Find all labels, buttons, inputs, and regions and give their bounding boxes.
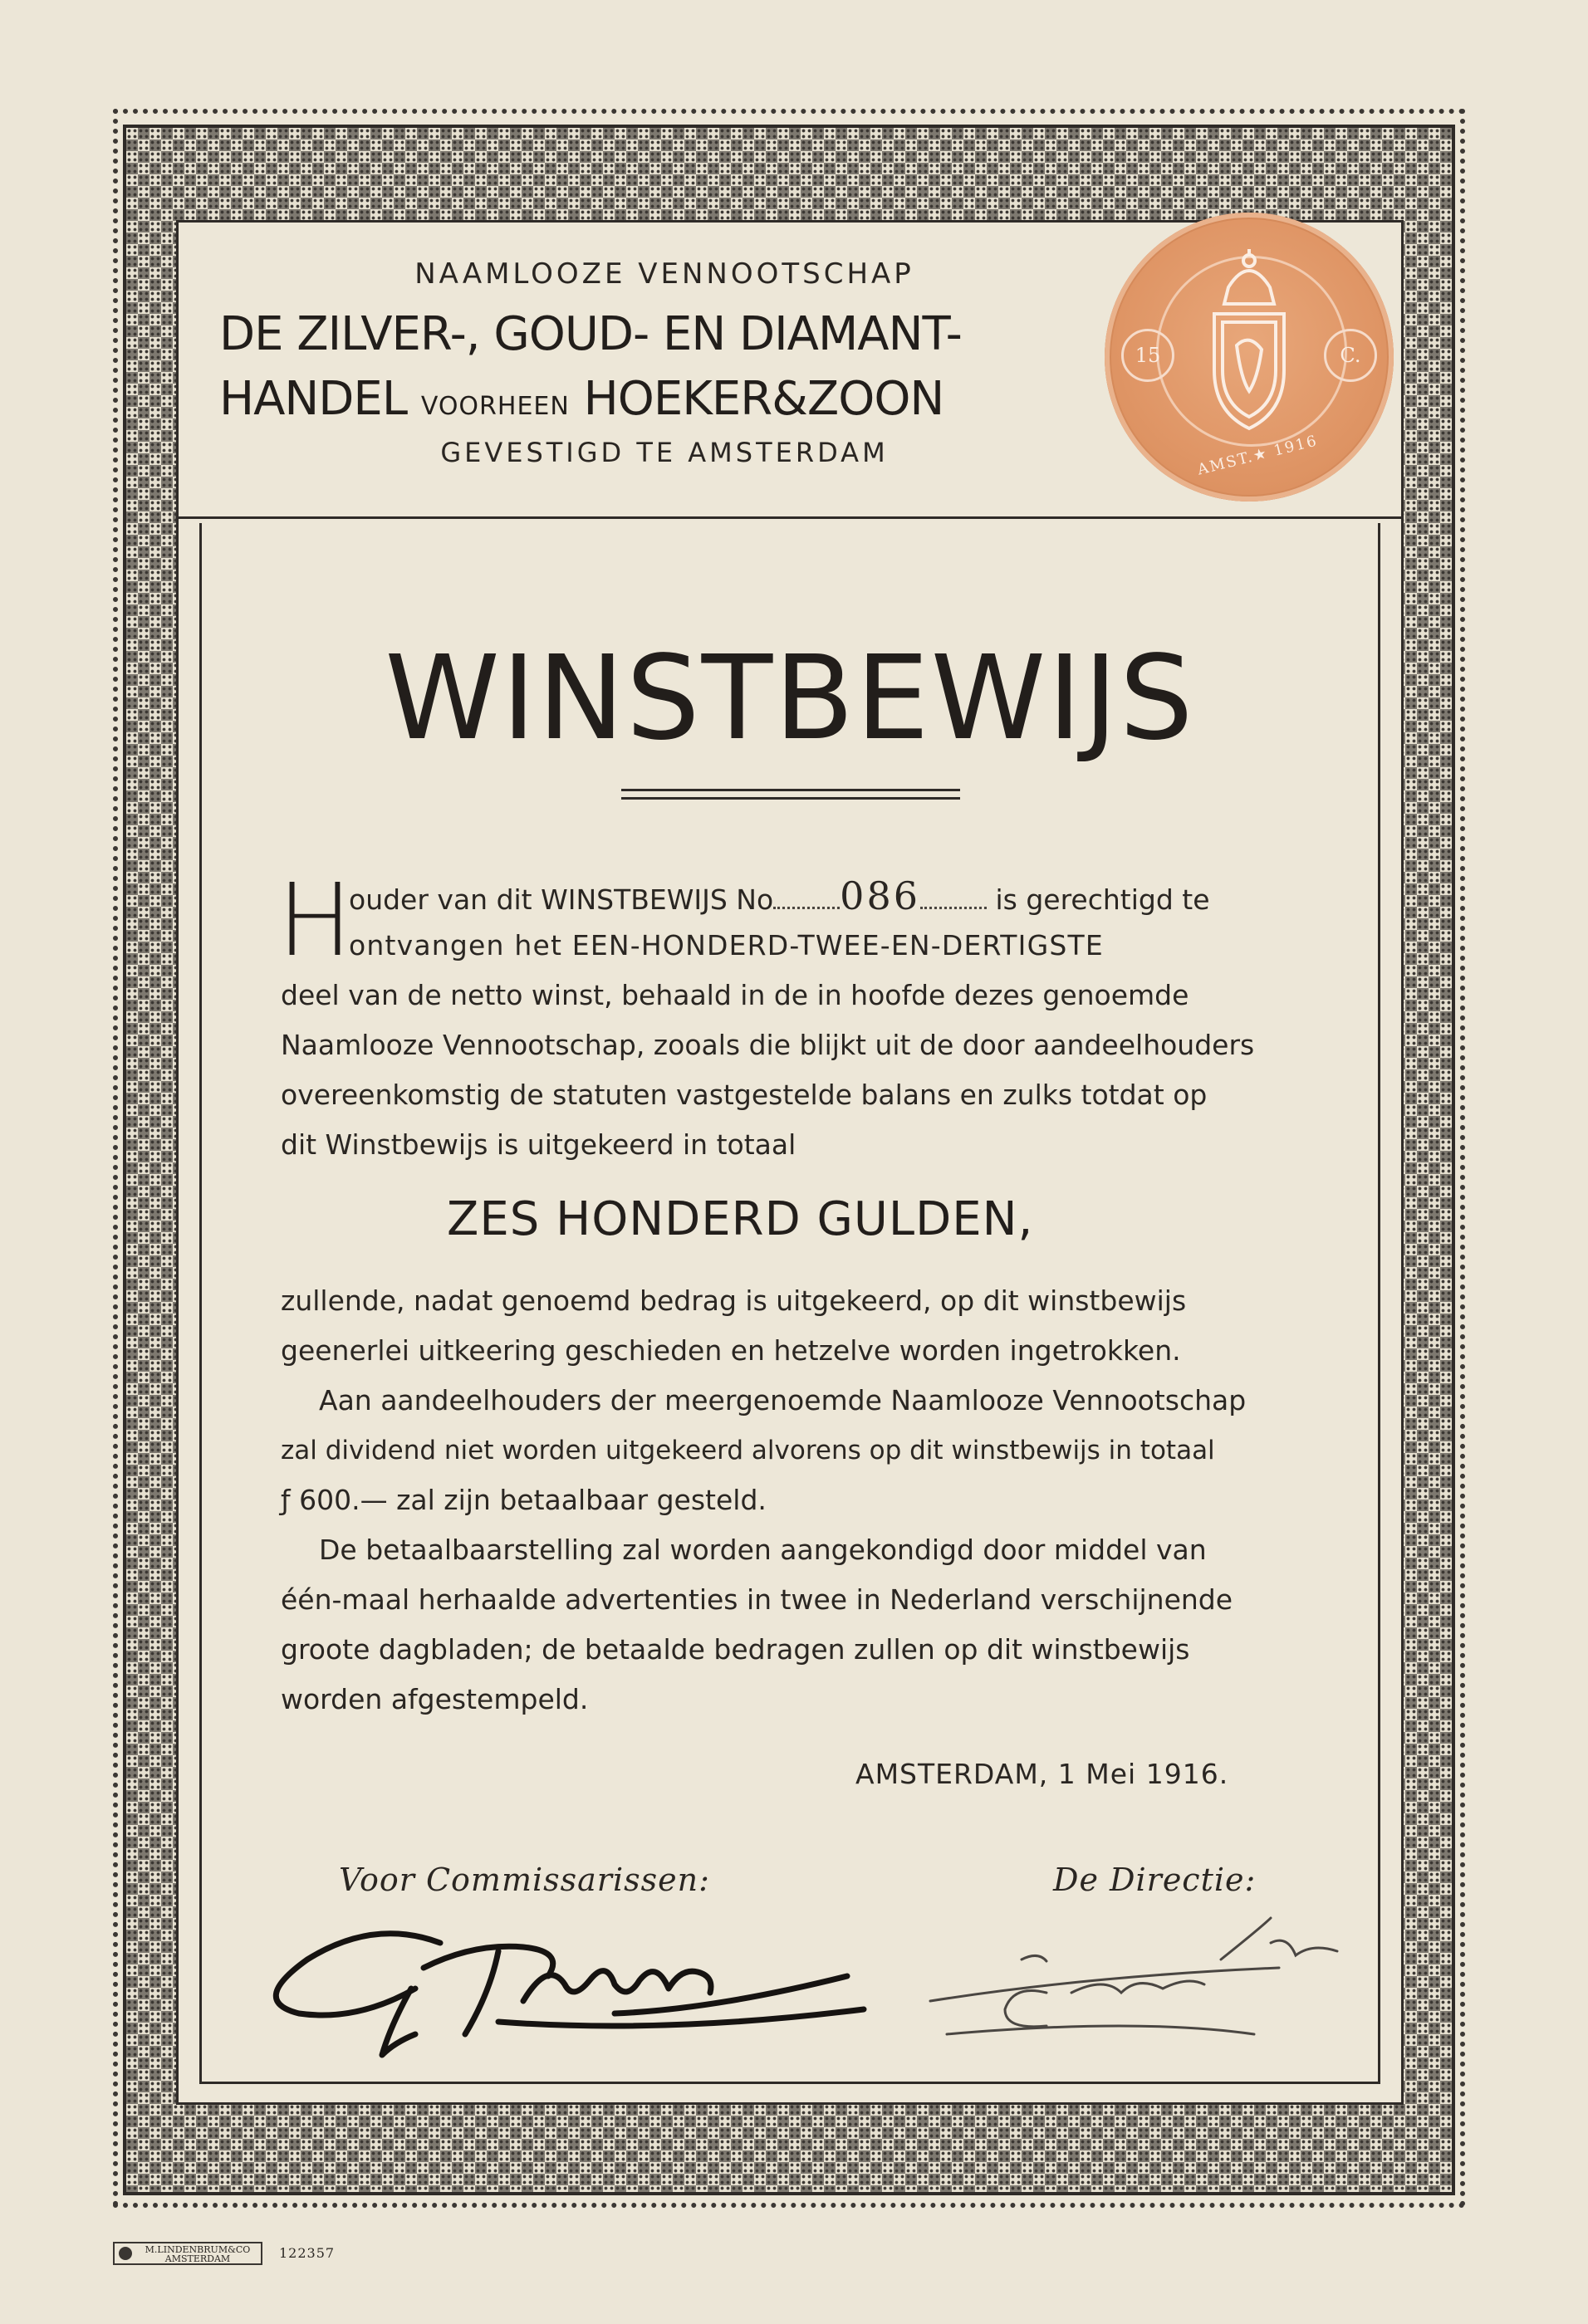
certificate-line5: overeenkomstig de statuten vastgestelde balans en zulks totdat op [281,1079,1208,1111]
printer-logo-icon [116,2245,135,2262]
body-line1: zullende, nadat genoemd bedrag is uitgekeerd, op dit winstbewijs [281,1284,1187,1317]
body-line2: geenerlei uitkeering geschieden en hetzelve worden ingetrokken. [281,1334,1181,1367]
company-name-voorheen: VOORHEEN [420,392,570,421]
body-line5: ƒ 600.— zal zijn betaalbaar gesteld. [281,1484,767,1516]
company-location: GEVESTIGD TE AMSTERDAM [440,437,889,468]
seal-value-right: C. [1324,329,1377,382]
seal-value-left: 15 [1121,329,1174,382]
certificate-line1-end: is gerechtigd te [995,883,1210,916]
printer-mark [113,2242,262,2265]
commissioner-signature [249,1910,880,2076]
printer-code: 122357 [279,2245,336,2261]
company-name-handel: HANDEL [219,372,408,426]
director-signature [922,1910,1370,2076]
title-rule-bottom [621,797,960,800]
certificate-line3: deel van de netto winst, behaald in de in hoofde dezes genoemde [281,979,1189,1011]
body-line3: Aan aandeelhouders der meergenoemde Naamlooze Vennootschap [319,1384,1247,1416]
commissioners-label: Voor Commissarissen: [339,1862,710,1898]
number-dots-right [920,907,987,909]
certificate-line1 [349,872,1210,924]
company-name-hoeker: HOEKER&ZOON [583,372,944,426]
drop-cap-h: H [277,864,353,979]
certificate-line6: dit Winstbewijs is uitgekeerd in totaal [281,1128,796,1161]
body-line4: zal dividend niet worden uitgekeerd alvorens op dit winstbewijs in totaal [281,1436,1215,1465]
body-line6: De betaalbaarstelling zal worden aangekondigd door middel van [319,1534,1207,1566]
printer-name: M.LINDENBRUM&CO AMSTERDAM [145,2244,251,2264]
header-divider [176,516,1404,519]
document-title: WINSTBEWIJS [385,631,1195,766]
certificate-line2: ontvangen het EEN-HONDERD-TWEE-EN-DERTIGSTE [349,929,1104,961]
tax-stamp-seal [1105,213,1394,501]
company-type: NAAMLOOZE VENNOOTSCHAP [414,257,914,291]
directors-label: De Directie: [1053,1862,1257,1898]
body-line9: worden afgestempeld. [281,1683,589,1715]
company-name-line2 [219,372,943,426]
body-line8: groote dagbladen; de betaalde bedragen zullen op dit winstbewijs [281,1633,1190,1666]
certificate-line4: Naamlooze Vennootschap, zooals die blijkt uit de door aandeelhouders [281,1029,1255,1061]
number-dots-left [773,907,840,909]
coat-of-arms-icon [1191,246,1307,437]
body-line7: één-maal herhaalde advertenties in twee in Nederland verschijnende [281,1583,1233,1616]
certificate-line1-start: ouder van dit WINSTBEWIJS No [349,883,774,916]
seal-inscription: AMST.★ 1916 [1195,432,1320,479]
issue-date: AMSTERDAM, 1 Mei 1916. [855,1758,1229,1790]
amount-words: ZES HONDERD GULDEN, [447,1192,1034,1246]
title-rule-top [621,789,960,791]
certificate-number: 086 [840,873,920,918]
company-name-line1: DE ZILVER-, GOUD- EN DIAMANT- [219,307,962,361]
